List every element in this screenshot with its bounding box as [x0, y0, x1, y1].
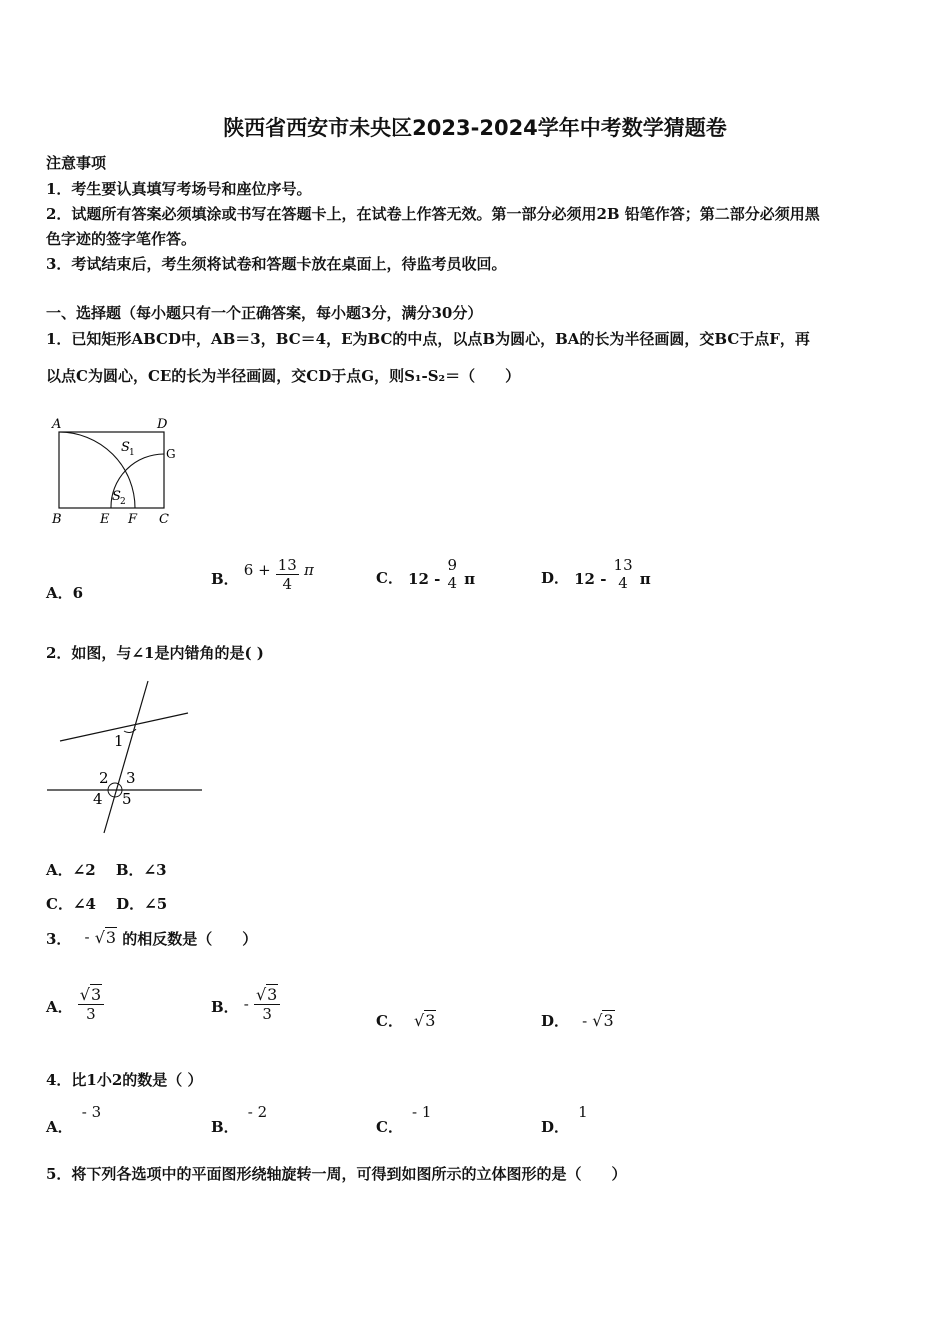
q3-option-d	[541, 1010, 615, 1031]
numerator: √3	[255, 985, 278, 1004]
q4-option-c	[376, 1103, 431, 1137]
label-f: F	[128, 512, 138, 527]
option-fraction	[254, 985, 280, 1023]
q3-number: 3．	[46, 930, 72, 948]
page-title: 陕西省西安市未央区2023-2024学年中考数学猜题卷	[223, 116, 727, 140]
option-value: 6	[72, 584, 84, 602]
option-pi: π	[303, 560, 314, 579]
q3-stem-tail: 的相反数是（ ）	[122, 930, 258, 948]
denominator: 3	[78, 1004, 104, 1023]
option-sqrt: √3	[414, 1011, 436, 1030]
q1-option-b	[211, 556, 314, 593]
option-letter: A．	[46, 584, 73, 602]
option-pre: 12 -	[408, 570, 441, 588]
label-e: E	[100, 512, 110, 527]
label-s1-sub: 1	[129, 448, 135, 458]
option-letter: C．	[376, 1118, 403, 1136]
option-letter: D．	[541, 1118, 570, 1136]
q3-option-c	[376, 1010, 436, 1031]
notice-heading: 注意事项	[46, 154, 107, 172]
section-heading: 一、选择题（每小题只有一个正确答案，每小题3分，满分30分）	[46, 304, 483, 322]
q5-stem: 5．将下列各选项中的平面图形绕轴旋转一周，可得到如图所示的立体图形的是（ ）	[46, 1165, 627, 1183]
q2-figure	[44, 676, 214, 841]
label-c: C	[159, 512, 169, 527]
label-d: D	[157, 417, 168, 432]
q1-option-c	[376, 556, 475, 592]
label-g: G	[166, 447, 176, 461]
angle-label-3: 3	[126, 769, 136, 787]
option-letter: C．	[376, 569, 403, 587]
q4-stem: 4．比1小2的数是（ ）	[46, 1071, 203, 1089]
option-pi: π	[639, 570, 651, 588]
option-value: - 2	[247, 1103, 268, 1121]
option-letter: B．	[211, 570, 239, 588]
option-sign: -	[243, 995, 249, 1013]
q1-option-d	[541, 556, 651, 592]
q4-option-a	[46, 1103, 101, 1137]
radicand: 3	[267, 985, 278, 1004]
denominator: 4	[618, 574, 628, 592]
q4-option-d	[541, 1103, 588, 1137]
denominator: 4	[447, 574, 458, 592]
angle-label-2: 2	[99, 769, 109, 787]
option-letter: C．	[376, 1012, 403, 1030]
option-value: 1	[578, 1103, 588, 1121]
label-b: B	[52, 512, 62, 527]
q1-stem-line2: 以点C为圆心，CE的长为半径画圆，交CD于点G，则S₁-S₂＝（ ）	[46, 367, 521, 385]
q3-expr-sign: -	[84, 928, 90, 946]
option-letter: A．	[46, 1118, 73, 1136]
option-letter: D．	[541, 569, 570, 587]
option-fraction	[612, 556, 635, 592]
line-top	[60, 713, 188, 741]
denominator: 3	[254, 1004, 280, 1023]
option-pre: 6 +	[243, 560, 271, 579]
q3-option-b	[211, 985, 280, 1023]
option-letter: A．	[46, 998, 73, 1016]
q1-stem-line1: 1．已知矩形ABCD中，AB＝3，BC＝4，E为BC的中点，以点B为圆心，BA的长为半径画圆，交BC于点F，再	[46, 330, 810, 348]
numerator: 9	[447, 556, 458, 574]
option-letter: D．	[541, 1012, 570, 1030]
label-a: A	[52, 417, 62, 432]
q3-option-a	[46, 985, 104, 1023]
angle-label-1: 1	[114, 732, 124, 750]
option-value: - 1	[412, 1103, 432, 1121]
option-pre: 12 -	[574, 570, 607, 588]
notice-item-1: 1．考生要认真填写考场号和座位序号。	[46, 180, 312, 198]
option-fraction	[445, 556, 459, 592]
option-pi: π	[464, 570, 476, 588]
q3-stem	[46, 928, 257, 949]
option-sign: -	[582, 1012, 588, 1030]
option-value: - 3	[81, 1103, 102, 1121]
denominator: 4	[276, 574, 299, 593]
radicand: 3	[90, 985, 102, 1004]
numerator: 13	[277, 556, 297, 574]
numerator: 13	[613, 556, 633, 574]
angle-label-4: 4	[93, 790, 103, 808]
notice-item-2: 2．试题所有答案必须填涂或书写在答题卡上，在试卷上作答无效。第一部分必须用2B 铅笔作答；第二部分必须用黑	[46, 205, 820, 223]
q1-option-a	[46, 582, 83, 603]
numerator: √3	[79, 985, 102, 1004]
angle-label-5: 5	[122, 790, 132, 808]
q3-sqrt: √3	[94, 928, 117, 947]
label-s2-sub: 2	[120, 497, 126, 507]
option-sqrt: √3	[592, 1011, 614, 1030]
transversal	[104, 681, 148, 833]
option-fraction	[276, 556, 299, 593]
q2-options-row1: A．∠2 B．∠3	[46, 861, 167, 879]
notice-item-2-cont: 色字迹的签字笔作答。	[46, 230, 197, 248]
label-s2: S	[112, 489, 121, 504]
q4-option-b	[211, 1103, 267, 1137]
q2-options-row2: C．∠4 D．∠5	[46, 895, 168, 913]
label-s1: S	[121, 440, 130, 455]
q2-stem: 2．如图，与∠1是内错角的是( )	[46, 644, 264, 662]
notice-item-3: 3．考试结束后，考生须将试卷和答题卡放在桌面上，待监考员收回。	[46, 255, 507, 273]
radicand: 3	[105, 928, 117, 947]
option-letter: B．	[211, 998, 239, 1016]
radicand: 3	[603, 1011, 614, 1030]
option-fraction	[78, 985, 104, 1023]
option-letter: B．	[211, 1118, 239, 1136]
q1-figure	[44, 410, 194, 535]
radicand: 3	[425, 1011, 436, 1030]
